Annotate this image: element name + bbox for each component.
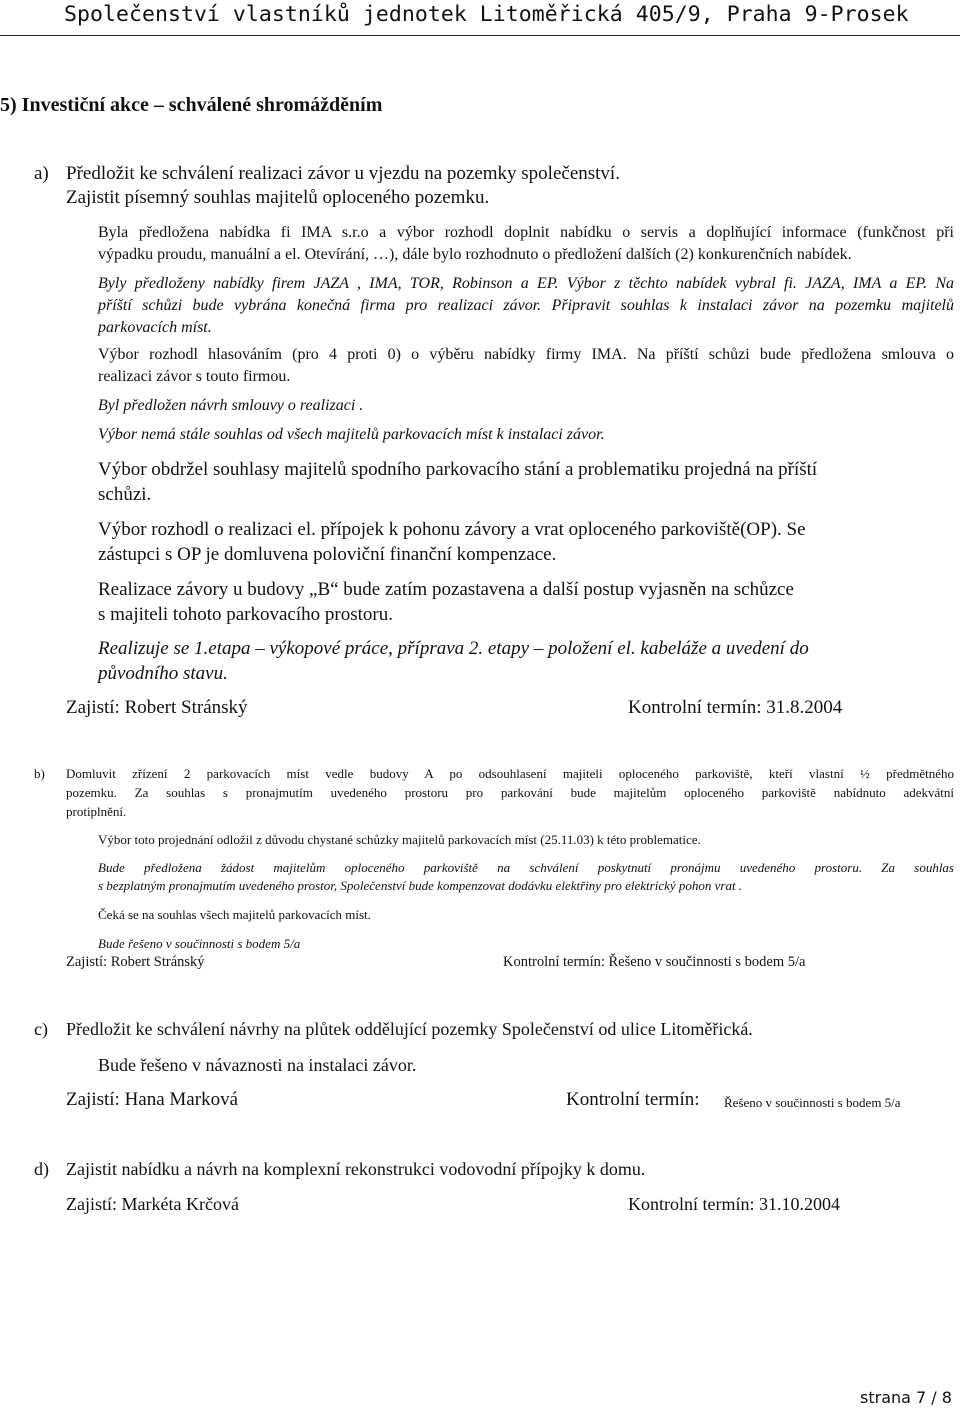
- item-a-note-8b: s majiteli tohoto parkovacího prostoru.: [98, 604, 393, 625]
- item-b-task-2: pozemku. Za souhlas s pronajmutím uvedeného prostoru pro parkování bude majitelům oploceného parkoviště nabídnuto adekvátní: [66, 785, 954, 800]
- item-a-responsible: Zajistí: Robert Stránský: [66, 697, 248, 718]
- item-a-note-6b: schůzi.: [98, 484, 152, 505]
- item-c-deadline-label: Kontrolní termín:: [566, 1089, 700, 1110]
- item-a-note-2b: příští schůzi bude vybrána konečná firma pro realizaci závor. Připravit souhlas k instalaci závor na pozemku majitelů: [98, 297, 954, 314]
- item-a-task: Předložit ke schválení realizaci závor u vjezdu na pozemky společenství.: [66, 163, 620, 184]
- item-c-task: Předložit ke schválení návrhy na plůtek oddělující pozemky Společenství od ulice Litoměřická.: [66, 1019, 753, 1039]
- item-c-marker: c): [34, 1019, 48, 1039]
- item-b-note-4: Bude řešeno v součinnosti s bodem 5/a: [98, 936, 301, 951]
- item-a-note-2c: parkovacích míst.: [98, 319, 212, 336]
- item-b-note-2: Bude předložena žádost majitelům oploceného parkoviště na schválení poskytnutí pronájmu uvedeného prostoru. Za souhlas: [98, 860, 954, 875]
- item-b-responsible: Zajistí: Robert Stránský: [66, 954, 205, 970]
- item-b-task: Domluvit zřízení 2 parkovacích míst vedle budovy A po odsouhlasení majiteli oploceného parkoviště, kteří vlastní ½ předmětného: [66, 766, 954, 781]
- item-a-note-8: Realizace závory u budovy „B“ bude zatím pozastavena a další postup vyjasněn na schůzce: [98, 579, 794, 600]
- header-divider: [0, 35, 960, 36]
- item-a-note-3: Výbor rozhodl hlasováním (pro 4 proti 0) o výběru nabídky firmy IMA. Na příští schůzi bude předložena smlouva o: [98, 346, 954, 363]
- item-b-task-3: protiplnění.: [66, 804, 127, 819]
- item-a-task-2: Zajistit písemný souhlas majitelů oploceného pozemku.: [66, 187, 490, 208]
- item-a-note-4: Byl předložen návrh smlouvy o realizaci .: [98, 397, 364, 414]
- section-title: 5) Investiční akce – schválené shromážděním: [0, 94, 383, 116]
- item-a-note-1: Byla předložena nabídka fi IMA s.r.o a výbor rozhodl doplnit nabídku o servis a doplňující informace (funkčnost při: [98, 224, 954, 241]
- item-b-note-1: Výbor toto projednání odložil z důvodu chystané schůzky majitelů parkovacích míst (25.11.03) k této problematice.: [98, 832, 701, 847]
- item-a-note-1b: výpadku proudu, manuální a el. Otevírání, …), dále bylo rozhodnuto o předložení dalších (2) konkurenčních nabídek.: [98, 246, 852, 263]
- item-a-note-3b: realizaci závor s touto firmou.: [98, 368, 291, 385]
- item-d-responsible: Zajistí: Markéta Krčová: [66, 1194, 239, 1214]
- item-a-note-9: Realizuje se 1.etapa – výkopové práce, příprava 2. etapy – položení el. kabeláže a uvedení do: [98, 638, 809, 659]
- item-d-marker: d): [34, 1159, 49, 1179]
- item-a-marker: a): [34, 163, 49, 184]
- item-a-note-2: Byly předloženy nabídky firem JAZA , IMA, TOR, Robinson a EP. Výbor z těchto nabídek vybral fi. JAZA, IMA a EP. Na: [98, 275, 954, 292]
- item-a-note-9b: původního stavu.: [98, 663, 228, 684]
- page-header-title: Společenství vlastníků jednotek Litoměřická 405/9, Praha 9-Prosek: [64, 2, 909, 27]
- item-a-note-7: Výbor rozhodl o realizaci el. přípojek k pohonu závory a vrat oploceného parkoviště(OP). Se: [98, 519, 806, 540]
- item-a-note-7b: zástupci s OP je domluvena poloviční finanční kompenzace.: [98, 544, 557, 565]
- page-number: strana 7 / 8: [860, 1388, 952, 1407]
- item-d-deadline: Kontrolní termín: 31.10.2004: [628, 1194, 840, 1214]
- item-c-deadline-value: Řešeno v součinnosti s bodem 5/a: [724, 1095, 901, 1110]
- item-c-responsible: Zajistí: Hana Marková: [66, 1089, 239, 1110]
- item-c-note: Bude řešeno v návaznosti na instalaci závor.: [98, 1055, 417, 1075]
- item-a-note-6: Výbor obdržel souhlasy majitelů spodního parkovacího stání a problematiku projedná na příští: [98, 459, 818, 480]
- item-a-deadline: Kontrolní termín: 31.8.2004: [628, 697, 843, 718]
- item-a-note-5: Výbor nemá stále souhlas od všech majitelů parkovacích míst k instalaci závor.: [98, 426, 605, 443]
- item-b-deadline: Kontrolní termín: Řešeno v součinnosti s bodem 5/a: [503, 954, 806, 970]
- item-b-note-3: Čeká se na souhlas všech majitelů parkovacích míst.: [98, 907, 371, 922]
- item-d-task: Zajistit nabídku a návrh na komplexní rekonstrukci vodovodní přípojky k domu.: [66, 1159, 646, 1179]
- item-b-marker: b): [34, 766, 45, 781]
- item-b-note-2b: s bezplatným pronajmutím uvedeného prostor, Společenství bude kompenzovat dodávku elektřiny pro elektrický pohon vrat .: [98, 878, 743, 893]
